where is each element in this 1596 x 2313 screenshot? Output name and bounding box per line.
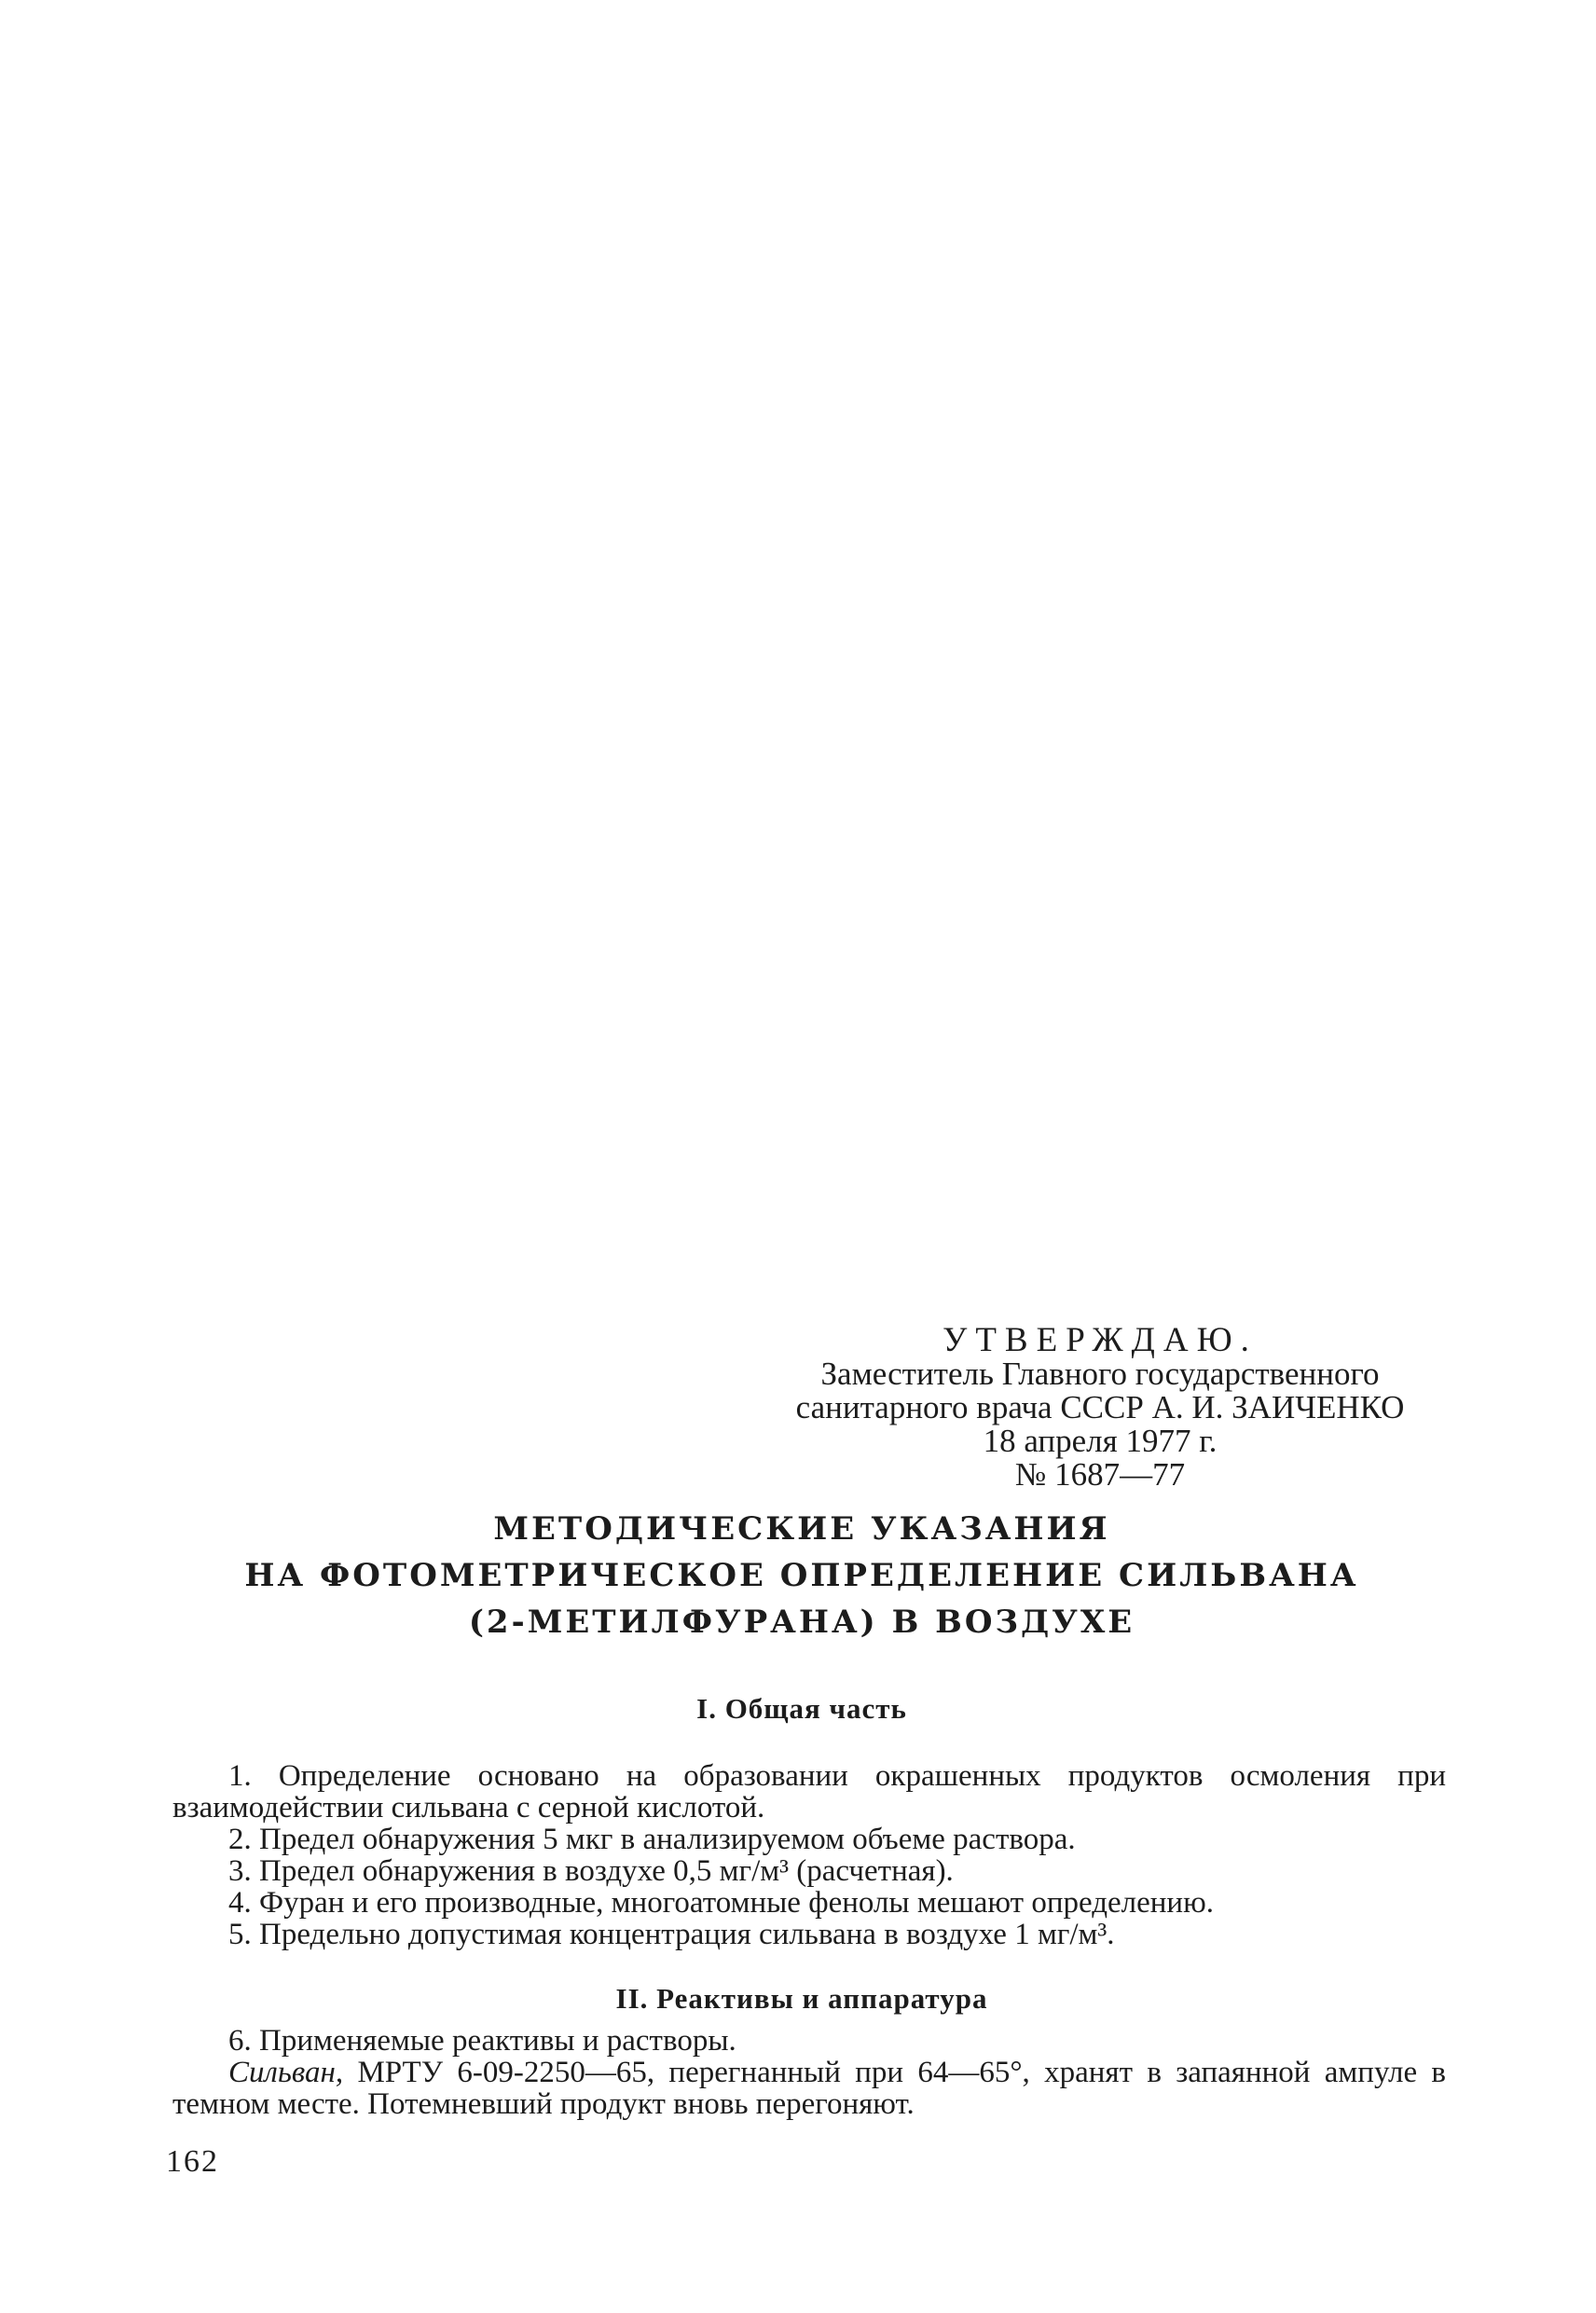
list-item: 2. Предел обнаружения 5 мкг в анализируемом объеме раствора. [228,1823,1076,1856]
list-item: 5. Предельно допустимая концентрация сильвана в воздухе 1 мг/м³. [228,1918,1115,1951]
title-line-3: (2-МЕТИЛФУРАНА) В ВОЗДУХЕ [468,1604,1135,1641]
reagent-name: Сильван, [228,2056,344,2089]
approval-stamp [727,1321,1473,1493]
approver-name: санитарного врача СССР А. И. ЗАИЧЕНКО [795,1389,1405,1425]
approval-date: 18 апреля 1977 г. [983,1423,1218,1459]
page-number: 162 [166,2144,219,2179]
reagent-paragraph [172,2057,1446,2120]
document-title [149,1506,1454,1645]
list-item: 6. Применяемые реактивы и растворы. [228,2024,736,2058]
list-item: 3. Предел обнаружения в воздухе 0,5 мг/м³ (расчетная). [228,1854,954,1888]
approval-number: № 1687—77 [1014,1456,1186,1493]
list-item: 1. Определение основано на образовании окрашенных продуктов осмоления при взаимодействии сильвана с серной кислотой. [172,1759,1446,1824]
section-general-body [172,1760,1446,1950]
reagent-description: МРТУ 6-09-2250—65, перегнанный при 64—65°, хранят в запаянной ампуле в темном месте. Потемневший продукт вновь перегоняют. [172,2056,1446,2121]
approver-position: Заместитель Главного государственного [820,1356,1380,1392]
approval-heading: УТВЕРЖДАЮ. [942,1321,1258,1359]
title-line-2: НА ФОТОМЕТРИЧЕСКОЕ ОПРЕДЕЛЕНИЕ СИЛЬВАНА [244,1557,1359,1594]
section-heading-general: I. Общая часть [696,1692,907,1725]
title-line-1: МЕТОДИЧЕСКИЕ УКАЗАНИЯ [493,1510,1110,1548]
list-item: 4. Фуран и его производные, многоатомные фенолы мешают определению. [228,1886,1214,1920]
section-reagents-body [172,2025,1446,2120]
section-heading-reagents: II. Реактивы и аппаратура [615,1982,988,2015]
